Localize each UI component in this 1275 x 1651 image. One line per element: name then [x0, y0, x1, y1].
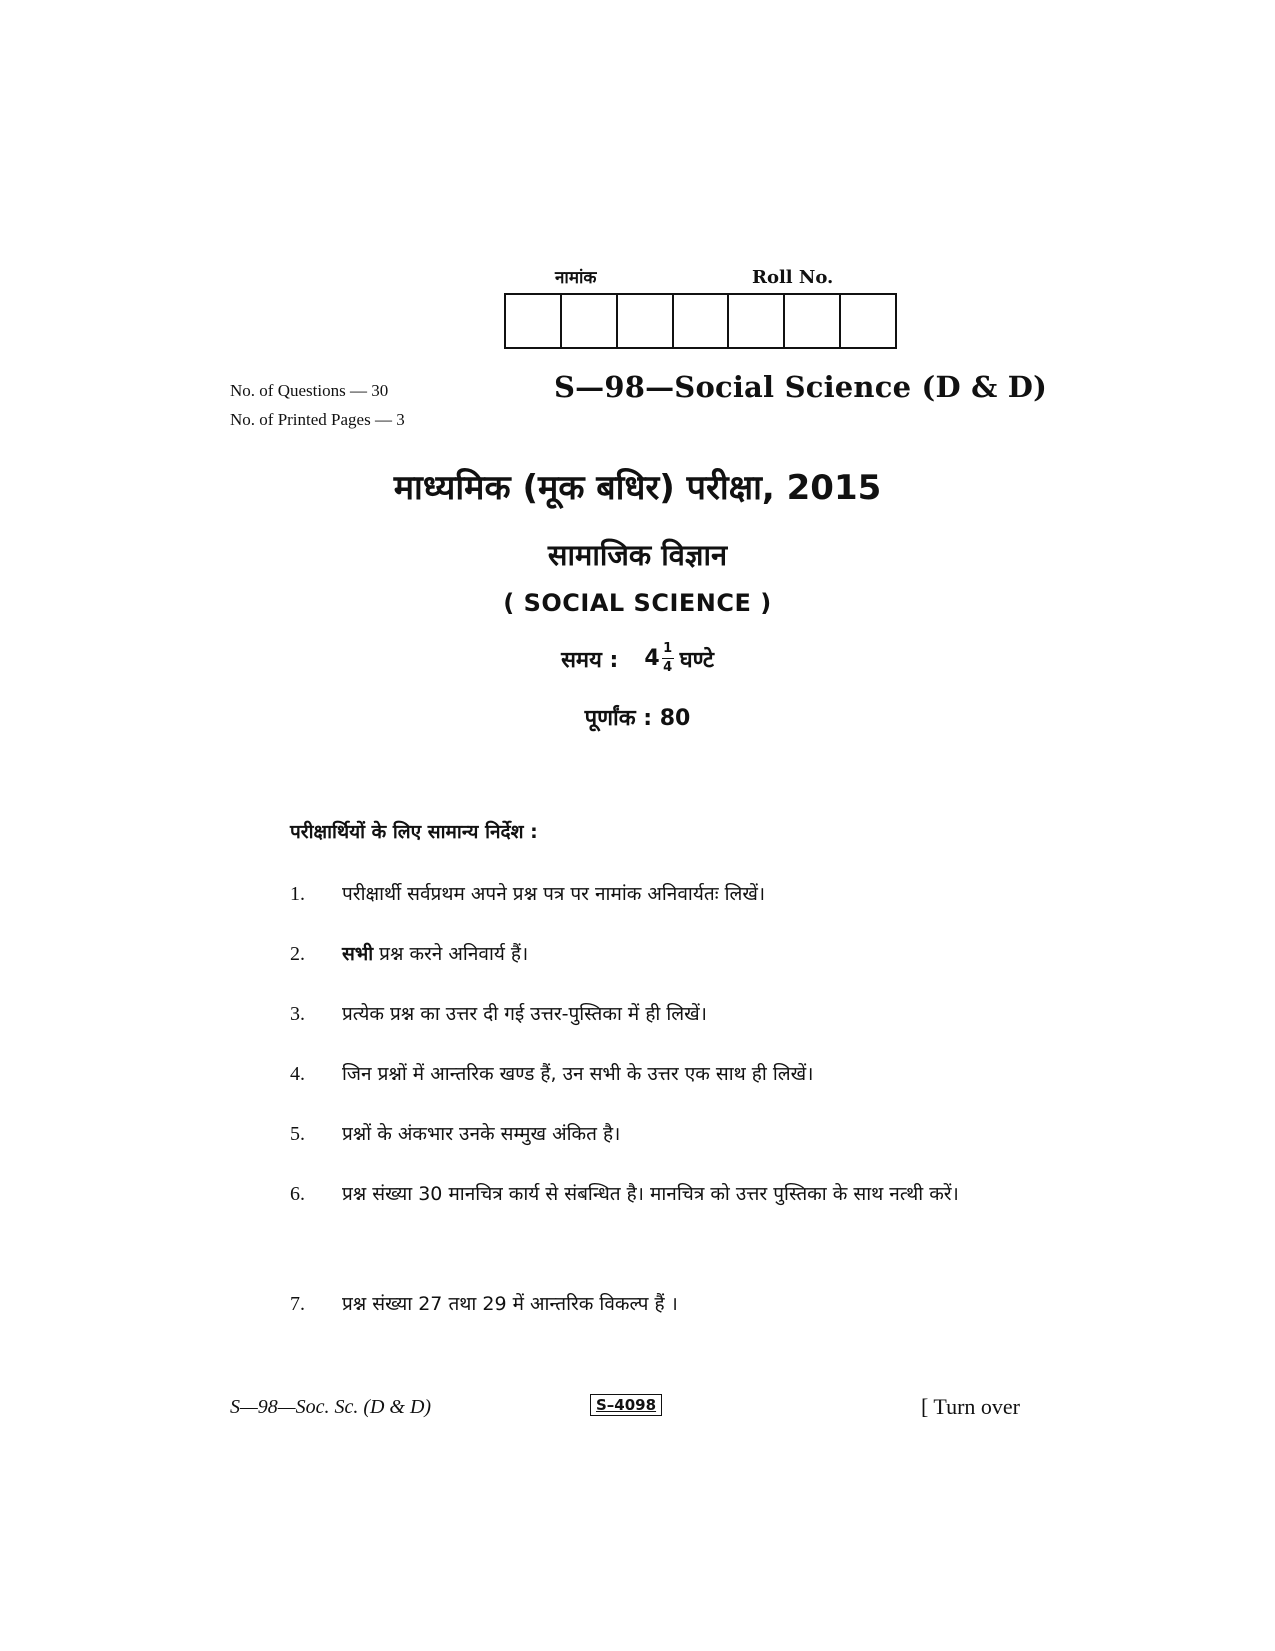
- time-unit: घण्टे: [679, 647, 714, 673]
- instruction-number: 3.: [290, 1003, 305, 1025]
- instruction-number: 7.: [290, 1293, 305, 1315]
- instruction-text: परीक्षार्थी सर्वप्रथम अपने प्रश्न पत्र पर नामांक अनिवार्यतः लिखें।: [342, 883, 766, 905]
- time-allowed: [0, 642, 1275, 675]
- number-of-printed-pages: No. of Printed Pages — 3: [230, 410, 405, 429]
- roll-number-boxes: [504, 293, 897, 349]
- paper-code-title: S—98—Social Science (D & D): [554, 370, 1048, 404]
- instruction-text: प्रश्न संख्या 27 तथा 29 में आन्तरिक विकल्प हैं ।: [342, 1293, 678, 1315]
- roll-digit-box[interactable]: [841, 295, 895, 347]
- instruction-item: [290, 1057, 1040, 1091]
- instruction-item: [290, 937, 1040, 971]
- instruction-text-rest: प्रश्न करने अनिवार्य हैं।: [373, 943, 529, 965]
- instruction-text: प्रश्न संख्या 30 मानचित्र कार्य से संबन्धित है। मानचित्र को उत्तर पुस्तिका के साथ नत्थी करें।: [342, 1183, 959, 1205]
- roll-digit-box[interactable]: [785, 295, 841, 347]
- instruction-text: जिन प्रश्नों में आन्तरिक खण्ड हैं, उन सभी के उत्तर एक साथ ही लिखें।: [342, 1063, 814, 1085]
- time-label: समय :: [561, 647, 619, 673]
- instructions-heading: परीक्षार्थियों के लिए सामान्य निर्देश :: [290, 821, 538, 843]
- time-fraction: [662, 642, 674, 675]
- roll-label-english: Roll No.: [752, 267, 834, 288]
- time-denominator: 4: [663, 660, 673, 675]
- roll-digit-box[interactable]: [674, 295, 730, 347]
- roll-digit-box[interactable]: [506, 295, 562, 347]
- footer-paper-code: S—98—Soc. Sc. (D & D): [230, 1396, 432, 1418]
- roll-label-hindi: नामांक: [555, 268, 597, 288]
- instruction-number: 5.: [290, 1123, 305, 1145]
- footer-series-code: S–4098: [590, 1394, 662, 1416]
- roll-digit-box[interactable]: [618, 295, 674, 347]
- instruction-item: [290, 1117, 1040, 1151]
- exam-title: माध्यमिक (मूक बधिर) परीक्षा, 2015: [393, 468, 882, 508]
- instruction-emphasis: सभी: [342, 943, 374, 965]
- instruction-number: 2.: [290, 943, 305, 965]
- instruction-number: 1.: [290, 883, 305, 905]
- instruction-text: प्रश्नों के अंकभार उनके सम्मुख अंकित है।: [342, 1123, 621, 1145]
- instruction-item: [290, 1287, 1040, 1321]
- subject-title-hindi: सामाजिक विज्ञान: [547, 538, 728, 572]
- turn-over-note: [ Turn over: [921, 1394, 1021, 1419]
- roll-digit-box[interactable]: [729, 295, 785, 347]
- instruction-item: [290, 997, 1040, 1031]
- maximum-marks: पूर्णांक : 80: [584, 706, 691, 731]
- instruction-item: [290, 877, 1040, 911]
- instruction-number: 6.: [290, 1183, 305, 1205]
- time-numerator: 1: [663, 641, 673, 656]
- subject-title-english: ( SOCIAL SCIENCE ): [503, 589, 772, 617]
- instruction-number: 4.: [290, 1063, 305, 1085]
- roll-digit-box[interactable]: [562, 295, 618, 347]
- number-of-questions: No. of Questions — 30: [230, 381, 389, 400]
- instruction-item: [290, 1177, 1040, 1211]
- time-whole: 4: [644, 646, 660, 671]
- instruction-text: [342, 937, 1040, 971]
- instruction-text: प्रत्येक प्रश्न का उत्तर दी गई उत्तर-पुस्तिका में ही लिखें।: [342, 1003, 707, 1025]
